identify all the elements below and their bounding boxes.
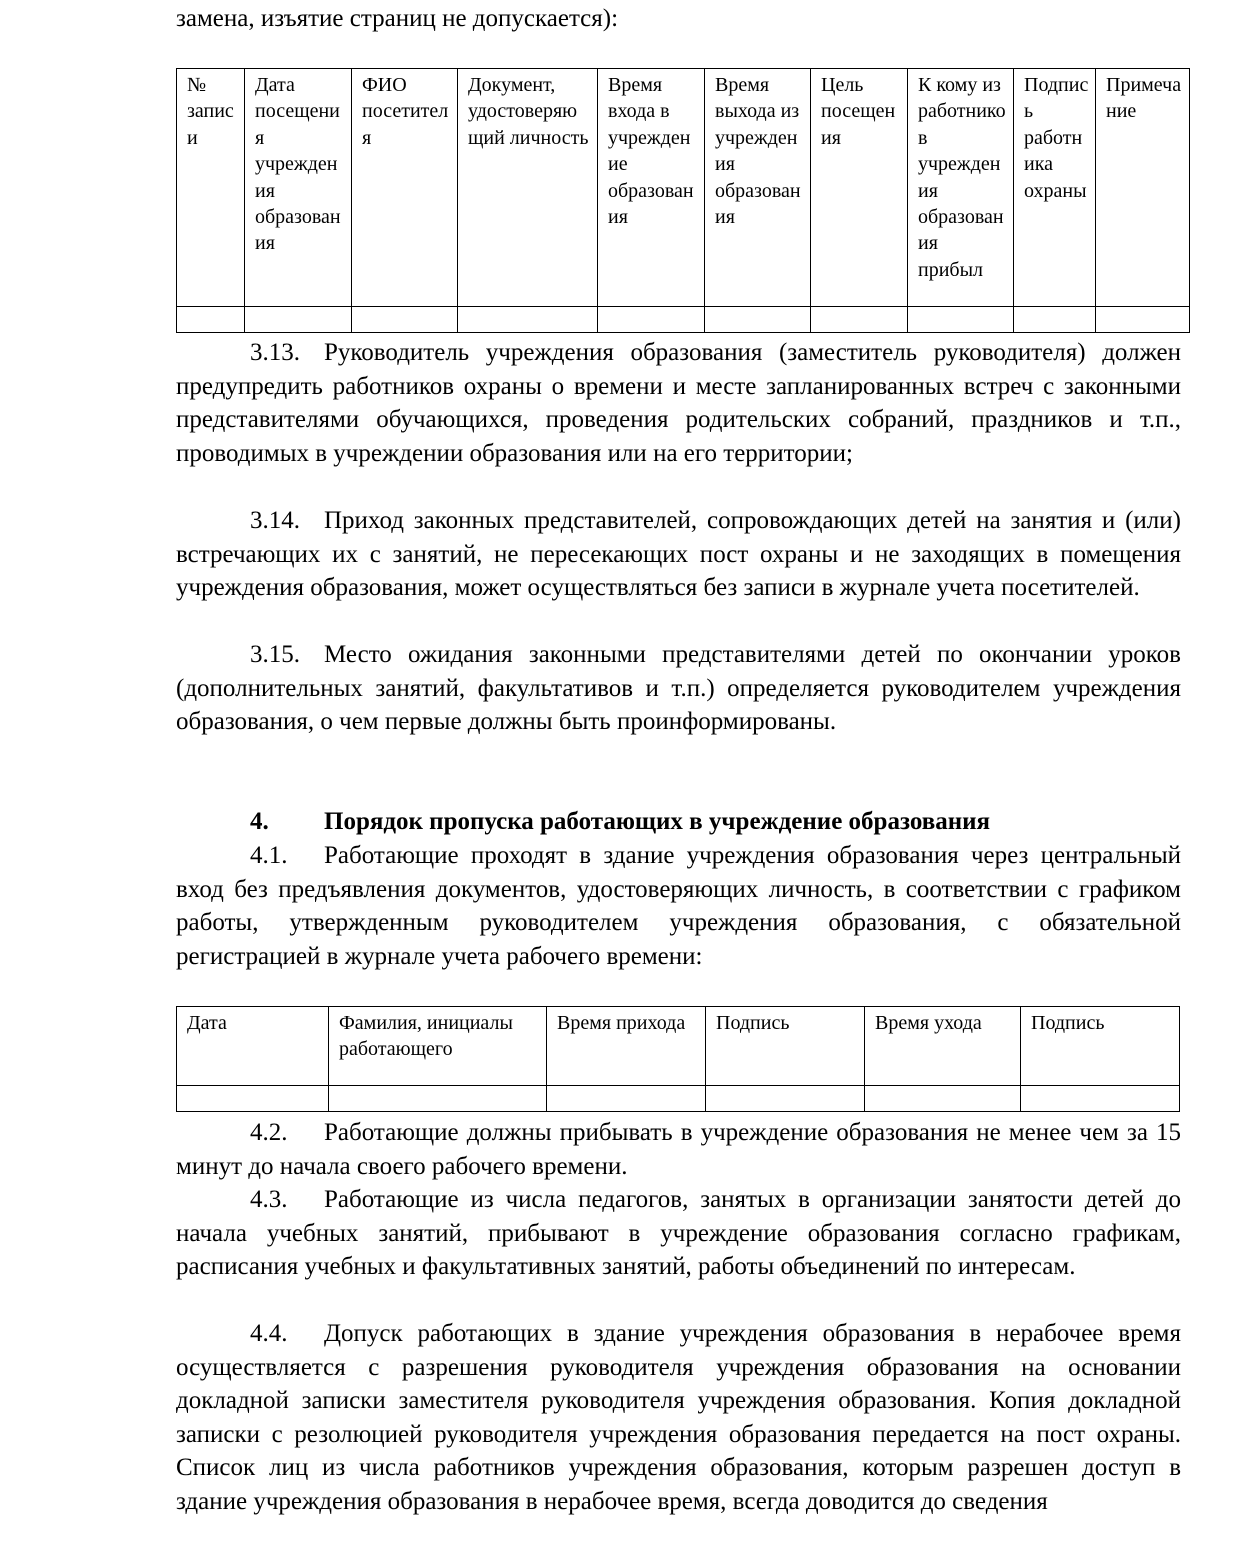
table-header-cell: Время прихода: [547, 1007, 706, 1086]
table-empty-row: [177, 307, 1190, 333]
table-cell: [458, 307, 598, 333]
paragraph-4-4: 4.4. Допуск работающих в здание учреждения образования в нерабочее время осуществляется с разрешения руководителя учреждения образования на основании докладной записки заместителя руководителя учреждения образования. Копия докладной записки с резолюцией руководителя учреждения образования передается на пост охраны. Список лиц из числа работников учреждения образования, которым разрешен доступ в здание учреждения образования в нерабочее время, всегда доводится до сведения: [176, 1320, 1181, 1515]
table-header-cell: Цель посещения: [811, 69, 908, 307]
table-cell: [706, 1086, 865, 1112]
table-cell: [177, 1086, 329, 1112]
table-header-cell: Примечание: [1096, 69, 1190, 307]
table-header-cell: Время входа в учреждение образования: [598, 69, 705, 307]
paragraph-4-2: 4.2. Работающие должны прибывать в учреждение образования не менее чем за 15 минут до начала своего рабочего времени.: [176, 1119, 1181, 1180]
table-cell: [329, 1086, 547, 1112]
table-header-cell: Время выхода из учреждения образования: [705, 69, 811, 307]
table-cell: [547, 1086, 706, 1112]
section-4-heading: 4. Порядок пропуска работающих в учреждение образования: [250, 808, 991, 835]
table-cell: [705, 307, 811, 333]
table-cell: [908, 307, 1014, 333]
table-header-cell: ФИО посетителя: [352, 69, 458, 307]
table-empty-row: [177, 1086, 1180, 1112]
document-page: [176, 0, 1182, 1515]
table-header-cell: Дата: [177, 1007, 329, 1086]
paragraph-3-15: 3.15. Место ожидания законными представителями детей по окончании уроков (дополнительных занятий, факультативов и т.п.) определяется руководителем учреждения образования, о чем первые должны быть проинформированы.: [176, 641, 1181, 736]
table-cell: [352, 307, 458, 333]
table-cell: [811, 307, 908, 333]
work-time-log-table: [176, 1006, 1180, 1112]
table-cell: [177, 307, 245, 333]
table-header-cell: № записи: [177, 69, 245, 307]
table-header-cell: Подпись: [1021, 1007, 1180, 1086]
table-cell: [245, 307, 352, 333]
paragraph-3-14: 3.14. Приход законных представителей, сопровождающих детей на занятия и (или) встречающих их с занятий, не пересекающих пост охраны и не заходящих в помещения учреждения образования, может осуществляться без записи в журнале учета посетителей.: [176, 507, 1181, 602]
table-header-cell: Документ, удостоверяющий личность: [458, 69, 598, 307]
continuation-line: замена, изъятие страниц не допускается):: [176, 5, 619, 32]
table-header-row: [177, 1007, 1180, 1086]
table-header-cell: Фамилия, инициалы работающего: [329, 1007, 547, 1086]
visitors-log-table: [176, 68, 1190, 333]
paragraph-4-1: 4.1. Работающие проходят в здание учреждения образования через центральный вход без предъявления документов, удостоверяющих личность, в соответствии с графиком работы, утвержденным руководителем учреждения образования, с обязательной регистрацией в журнале учета рабочего времени:: [176, 842, 1181, 970]
paragraph-4-3: 4.3. Работающие из числа педагогов, занятых в организации занятости детей до начала учебных занятий, прибывают в учреждение образования согласно графикам, расписания учебных и факультативных занятий, работы объединений по интересам.: [176, 1186, 1181, 1281]
table-cell: [1096, 307, 1190, 333]
table-cell: [1014, 307, 1096, 333]
table-header-cell: Подпись работника охраны: [1014, 69, 1096, 307]
table-cell: [865, 1086, 1021, 1112]
paragraph-3-13: 3.13. Руководитель учреждения образования (заместитель руководителя) должен предупредить работников охраны о времени и месте запланированных встреч с законными представителями обучающихся, проведения родительских собраний, праздников и т.п., проводимых в учреждении образования или на его территории;: [176, 339, 1181, 467]
table-header-cell: К кому из работников учреждения образования прибыл: [908, 69, 1014, 307]
table-cell: [1021, 1086, 1180, 1112]
table-header-cell: Дата посещения учреждения образования: [245, 69, 352, 307]
table-header-cell: Подпись: [706, 1007, 865, 1086]
table-header-cell: Время ухода: [865, 1007, 1021, 1086]
table-cell: [598, 307, 705, 333]
table-header-row: [177, 69, 1190, 307]
